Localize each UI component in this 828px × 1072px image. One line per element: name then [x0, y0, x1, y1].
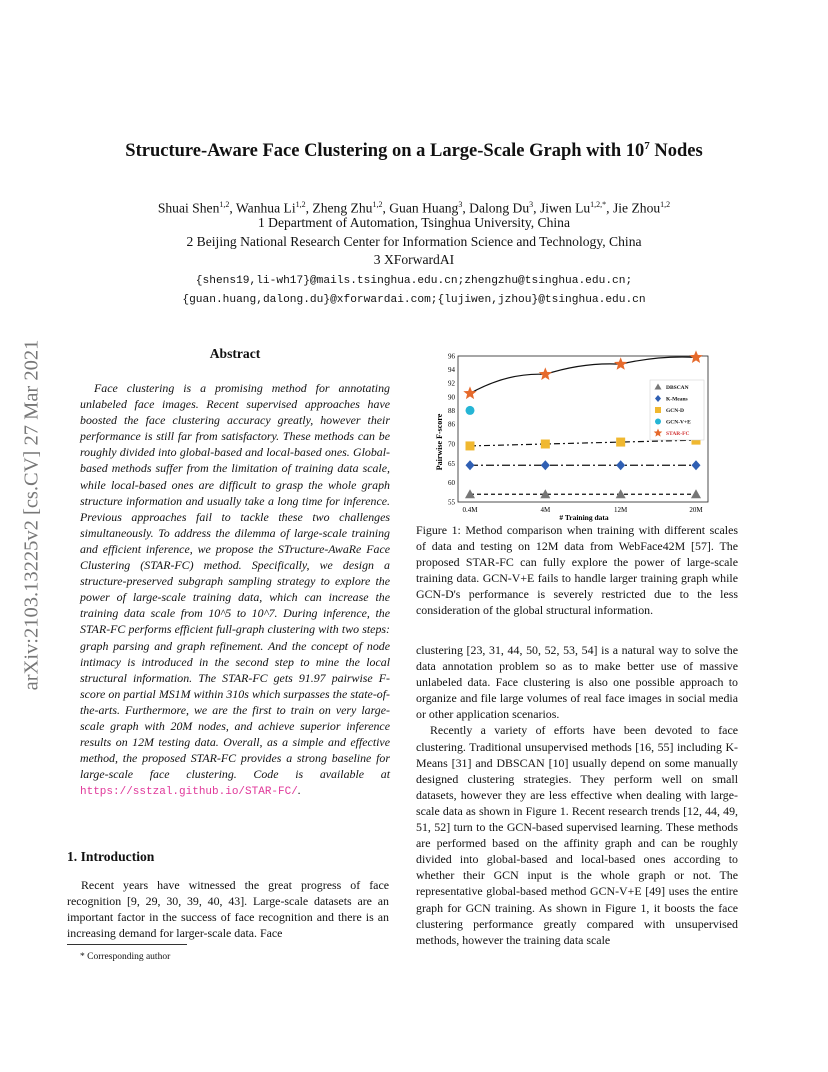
- footnote-rule: [67, 944, 187, 945]
- code-link[interactable]: https://sstzal.github.io/STAR-FC/: [80, 786, 298, 799]
- arxiv-identifier: arXiv:2103.13225v2 [cs.CV] 27 Mar 2021: [20, 339, 43, 691]
- marker-gcn-d: [466, 441, 475, 450]
- y-tick-label: 94: [448, 366, 455, 375]
- legend-label: K-Means: [666, 396, 688, 403]
- legend-label: GCN-D: [666, 408, 685, 415]
- x-tick-label: 0.4M: [462, 506, 478, 514]
- marker-star-fc: [539, 367, 552, 380]
- figure-1-chart: [414, 346, 744, 522]
- right-paragraph-1: clustering [23, 31, 44, 50, 52, 53, 54] is a natural way to solve the data annotation problem so as to make better use of massive unlabeled data. Face clustering is also one possible approach to organize and file large volumes of real face images in social media or other application scenarios.: [416, 643, 738, 722]
- marker-k-means: [616, 460, 625, 470]
- y-tick-label: 96: [448, 352, 455, 361]
- marker-gcn-d: [616, 438, 625, 447]
- y-tick-label: 86: [448, 420, 455, 429]
- email-line-1: {shens19,li-wh17}@mails.tsinghua.edu.cn;zhengzhu@tsinghua.edu.cn;: [195, 275, 633, 287]
- legend-label: STAR-FC: [666, 431, 690, 438]
- marker-gcn-v+e: [466, 406, 475, 415]
- introduction-body: [67, 877, 389, 941]
- x-tick-label: 20M: [689, 506, 703, 514]
- section-heading-introduction: 1. Introduction: [67, 849, 155, 864]
- marker-gcn-d: [541, 440, 550, 449]
- y-tick-label: 92: [448, 379, 455, 388]
- x-axis-label: # Training data: [559, 513, 609, 522]
- author-list: Shuai Shen$^{1,2}$, Wanhua Li$^{1,2}$, Zheng Zhu$^{1,2}$, Guan Huang$^3$, Dalong Du$^3$, Jiwen $Lu^{1,2,*}$, Jie Zhou$^{1,2}$: [157, 200, 671, 216]
- y-tick-labels: [448, 353, 456, 507]
- marker-dbscan: [691, 489, 701, 498]
- y-tick-label: 55: [448, 498, 455, 507]
- legend-label: GCN-V+E: [666, 419, 691, 426]
- footnote: * Corresponding author: [80, 952, 171, 962]
- legend-marker-gcn-v+e: [655, 419, 661, 425]
- legend-marker-gcn-d: [655, 407, 661, 413]
- marker-k-means: [541, 460, 550, 470]
- affiliation-1: 1 Department of Automation, Tsinghua University, China: [257, 215, 571, 230]
- marker-k-means: [466, 460, 475, 470]
- y-tick-label: 65: [448, 459, 455, 468]
- y-tick-label: 70: [448, 440, 455, 449]
- marker-k-means: [692, 460, 701, 470]
- abstract-body: Face clustering is a promising method for annotating unlabeled face images. Recent supervised approaches have boosted the face clustering accuracy greatly, however their performance is still far from satisfactory. These methods can be roughly divided into global-based and local-based ones. Global-based methods suffer from the limitation of training data scale, while local-based ones are difficult to grasp the whole graph structure information and usually take a long time for inference. Previous approaches fail to tackle these two challenges simultaneously. To address the dilemma of large-scale training and efficient inference, we propose the STructure-AwaRe Face Clustering (STAR-FC) method. Specifically, we design a structure-preserved subgraph sampling strategy to explore the power of large-scale training data, which can increase the training data scale from 10^5 to 10^7. During inference, the STAR-FC performs efficient full-graph clustering with two steps: graph parsing and graph refinement. And the concept of node intimacy is introduced in the second step to mine the local structural information. The STAR-FC gets 91.97 pairwise F-score on partial MS1M within 310s which surpasses the state-of-the-arts. Furthermore, we are the first to train on very large-scale graph with 20M nodes, and achieve superior inference results on 12M testing data. Overall, as a simple and effective method, the proposed STAR-FC provides a strong baseline for large-scale face clustering. Code is available at https://sstzal.github.io/STAR-FC/.: [80, 381, 390, 799]
- figure-1-caption: [416, 522, 738, 619]
- x-tick-label: 4M: [540, 506, 551, 514]
- chart-legend: [650, 380, 704, 440]
- y-axis-label: Pairwise F-score: [435, 413, 444, 471]
- y-tick-label: 88: [448, 406, 455, 415]
- affiliation-3: 3 XForwardAI: [373, 252, 455, 267]
- right-paragraph-2: Recently a variety of efforts have been devoted to face clustering. Traditional unsupervised methods [16, 55] including K-Means [31] and DBSCAN [10] usually depend on some manually designed clustering strategies. They perform well on small datasets, however they are less effective when dealing with large-scale data as shown in Figure 1. Recent research trends [12, 44, 49, 51, 52] turn to the GCN-based supervised learning. These methods are performed based on the affinity graph and can be roughly divided into global-based and local-based ones according to whether their GCN input is the whole graph or not. The representative global-based method GCN-V+E [49] uses the entire graph for GCN training. As shown in Figure 1, it boosts the face clustering performance greatly compared with unsupervised methods, however the training data scale: [416, 723, 738, 947]
- marker-star-fc: [689, 350, 702, 363]
- intro-paragraph: Recent years have witnessed the great progress of face recognition [9, 29, 30, 39, 40, 43]. Large-scale datasets are an important factor in the success of face recognition and there is an increasing demand for larger-scale data. Face: [67, 878, 389, 941]
- abstract-heading: Abstract: [209, 346, 261, 361]
- y-tick-label: 60: [448, 479, 455, 488]
- caption-text: Figure 1: Method comparison when training with different scales of data and testing on 12M data from WebFace42M [57]. The proposed STAR-FC can fully explore the power of large-scale training data. GCN-V+E fails to handle larger training graph while GCN-D's performance is severely restricted due to the less consideration of the global structural information.: [416, 523, 738, 618]
- arxiv-sidebar: [12, 280, 52, 750]
- affiliation-2: 2 Beijing National Research Center for Information Science and Technology, China: [186, 234, 642, 249]
- abstract-text: Face clustering is a promising method for annotating unlabeled face images. Recent supervised approaches have boosted the face clustering accuracy greatly, however their performance is still far from satisfactory. These methods can be roughly divided into global-based and local-based ones. Global-based methods suffer from the limitation of training data scale, while local-based ones are difficult to grasp the whole graph structure information and usually take a long time for inference. Previous approaches fail to tackle these two challenges simultaneously. To address the dilemma of large-scale training and efficient inference, we propose the STructure-AwaRe Face Clustering (STAR-FC) method. Specifically, we design a structure-preserved subgraph sampling strategy to explore the power of large-scale training data, which can increase the training data scale from 10^5 to 10^7. During inference, the STAR-FC performs efficient full-graph clustering with two steps: graph parsing and graph refinement. And the concept of node intimacy is introduced in the second step to mine the local structural information. The STAR-FC gets 91.97 pairwise F-score on partial MS1M within 310s which surpasses the state-of-the-arts. Furthermore, we are the first to train on very large-scale graph with 20M nodes, and achieve superior inference results on 12M testing data. Overall, as a simple and effective method, the proposed STAR-FC provides a strong baseline for large-scale face clustering. Code is available at: [80, 381, 390, 782]
- paper-title: Structure-Aware Face Clustering on a Large-Scale Graph with $10^7$ Nodes: [125, 140, 703, 162]
- email-line-2: {guan.huang,dalong.du}@xforwardai.com;{lujiwen,jzhou}@tsinghua.edu.cn: [182, 294, 646, 306]
- legend-label: DBSCAN: [666, 385, 689, 392]
- x-tick-label: 12M: [614, 506, 628, 514]
- marker-star-fc: [614, 357, 627, 370]
- right-column-body: [416, 642, 738, 948]
- y-tick-label: 90: [448, 393, 455, 402]
- marker-star-fc: [463, 386, 476, 399]
- series-line-gcn-d: [470, 440, 696, 446]
